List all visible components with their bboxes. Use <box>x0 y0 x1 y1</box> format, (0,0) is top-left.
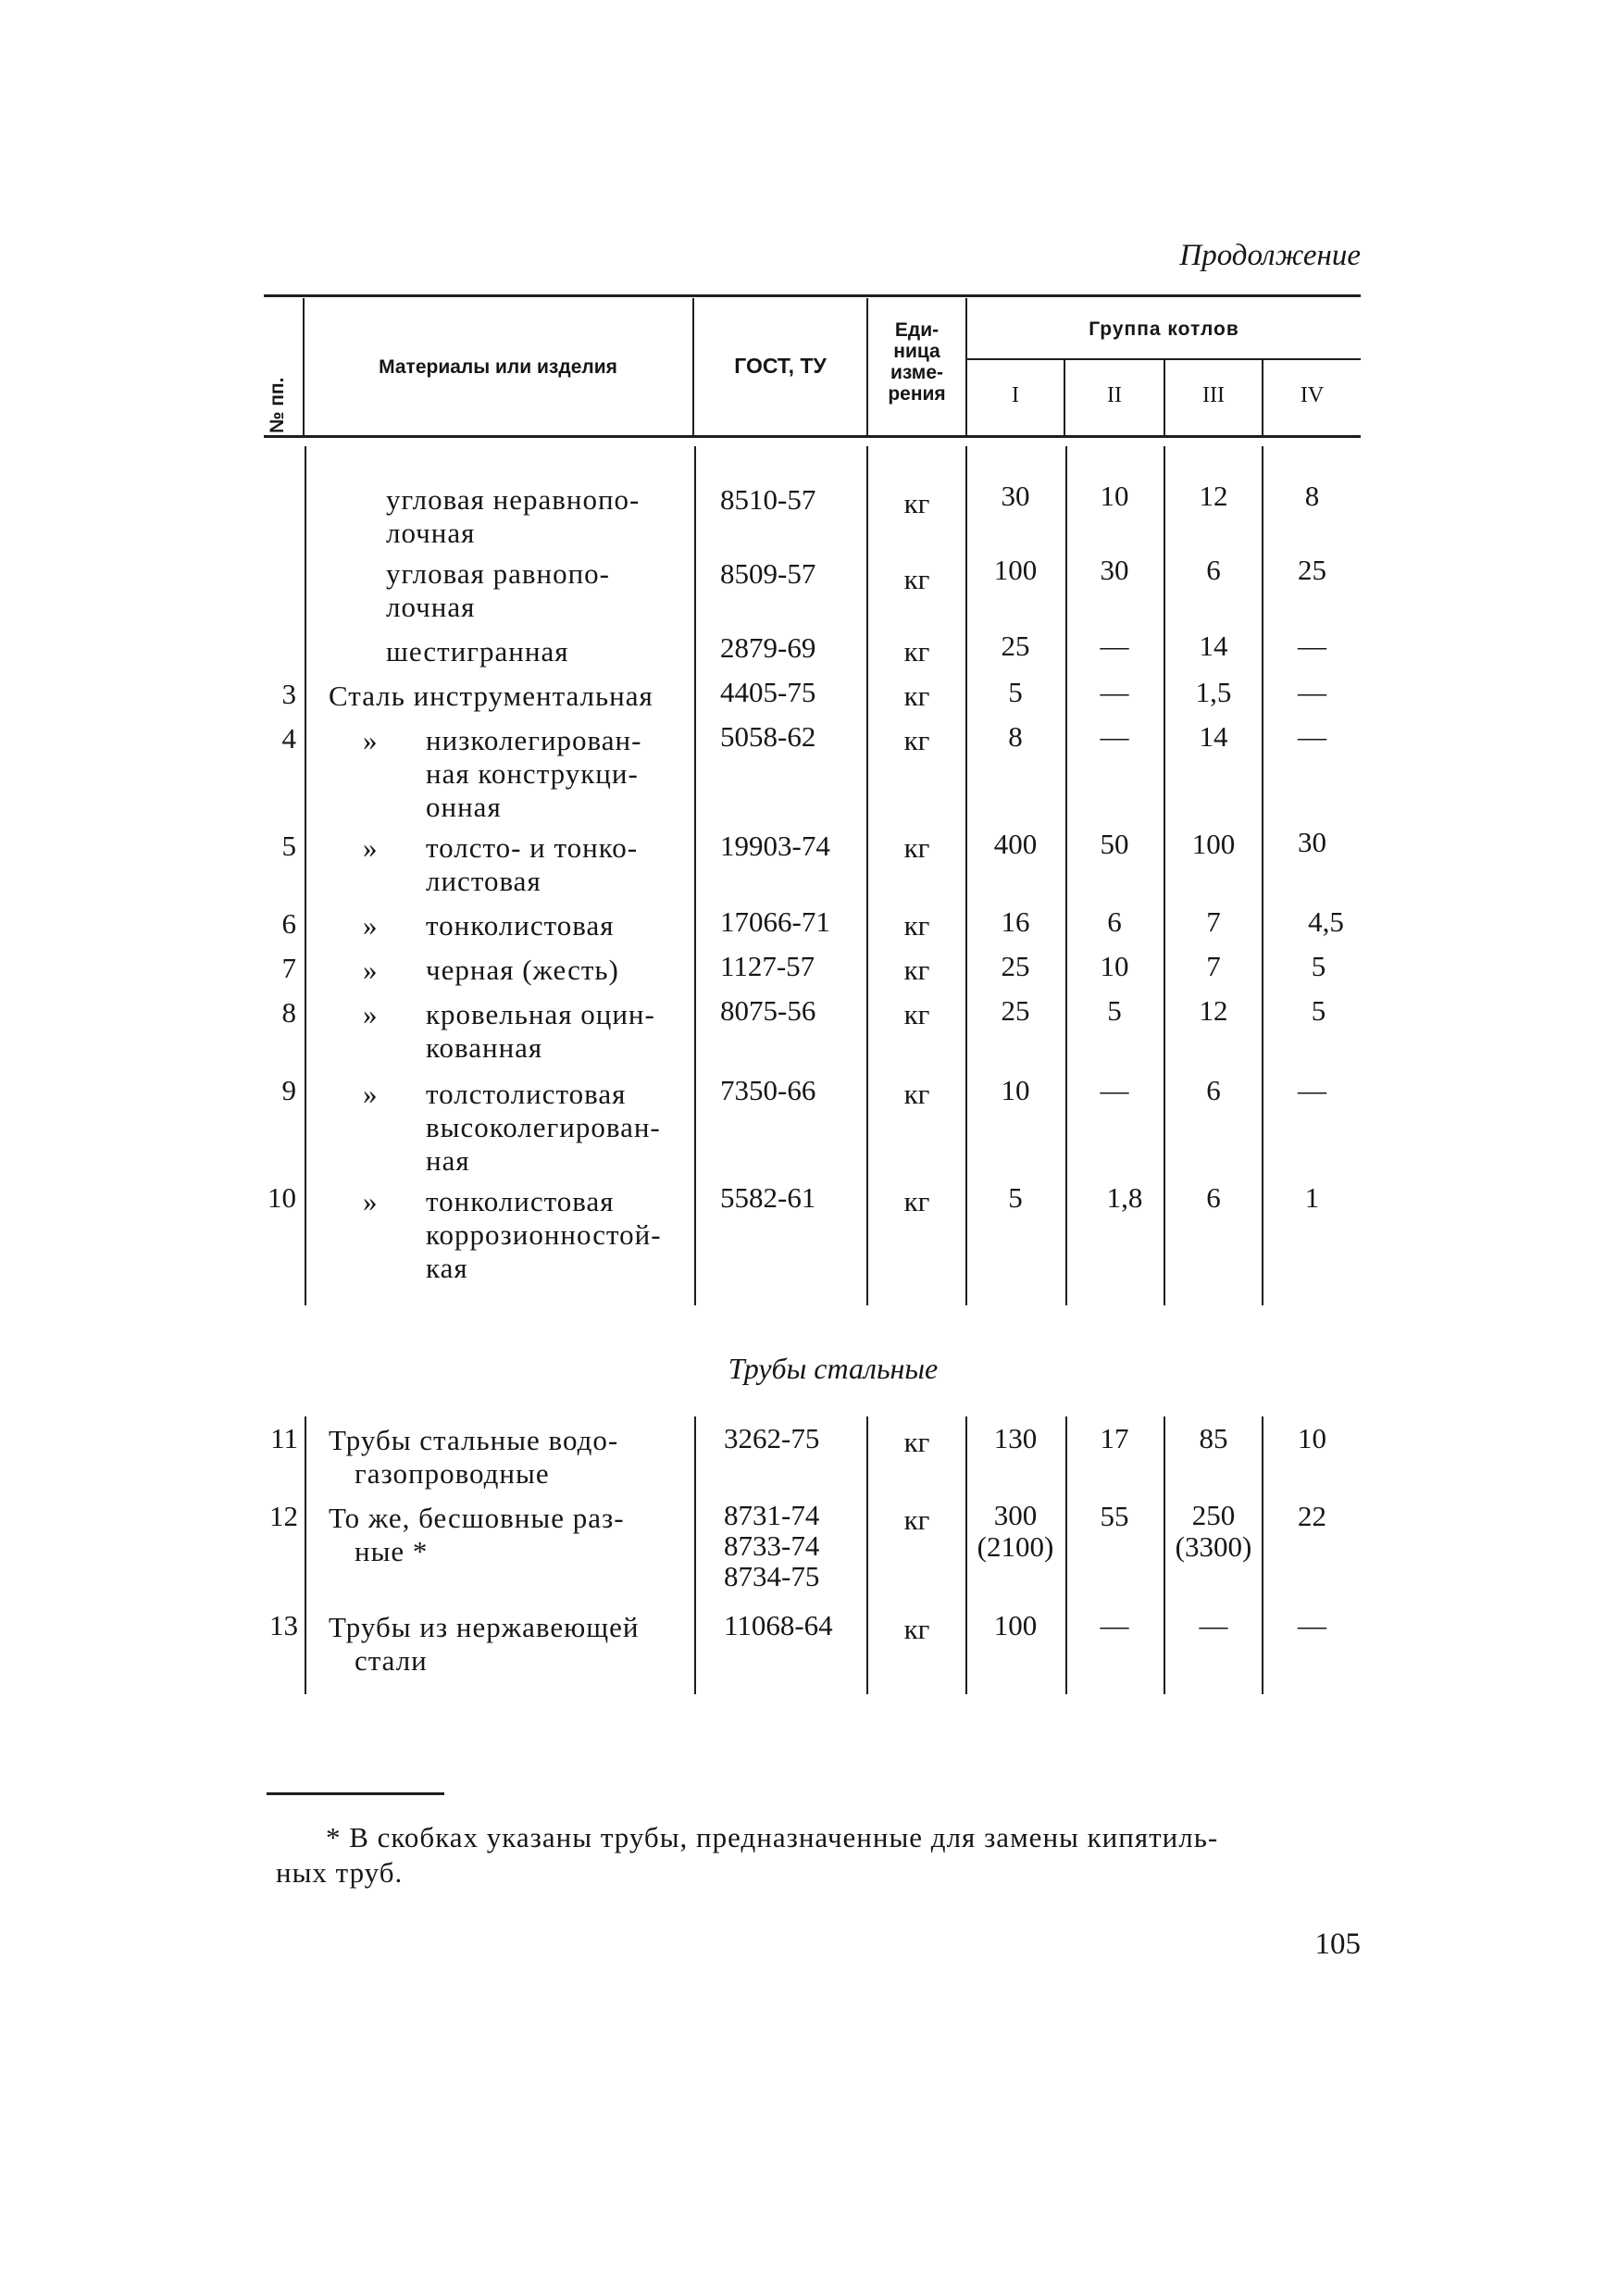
group-iv-cell: 10 <box>1298 1422 1326 1454</box>
ditto-mark: » <box>363 724 378 756</box>
gost-cell: 19903-74 <box>720 830 830 862</box>
ditto-mark: » <box>363 998 378 1030</box>
material-line-1: Трубы из нержавеющей <box>329 1611 640 1643</box>
group-iii-cell: 12 <box>1199 994 1228 1027</box>
gost-cell: 8075-56 <box>720 994 816 1027</box>
group-iii-cell: — <box>1199 1609 1228 1641</box>
unit-cell: кг <box>903 1504 930 1536</box>
group-iv-cell: — <box>1298 1609 1326 1641</box>
group-iii-cell: 14 <box>1199 720 1228 753</box>
gost-cell: 17066-71 <box>720 905 830 938</box>
body2-divider-7 <box>1262 1416 1263 1694</box>
group-ii-cell: 55 <box>1100 1500 1129 1532</box>
gost-cell: 8510-57 <box>720 483 816 516</box>
group-ii-cell: 50 <box>1100 828 1129 860</box>
row-number: 5 <box>281 830 296 862</box>
row-number: 7 <box>281 952 296 984</box>
header-unit-line-1: Еди- <box>894 319 940 341</box>
row-number: 3 <box>281 678 296 710</box>
material-line-1: шестигранная <box>386 635 569 668</box>
material-line-3: онная <box>426 791 502 823</box>
group-ii-cell: 1,8 <box>1106 1181 1143 1214</box>
material-line-1: толстолистовая <box>426 1078 627 1110</box>
group-ii-cell: — <box>1100 720 1129 753</box>
continuation-label: Продолжение <box>1179 239 1361 272</box>
header-unit <box>868 319 965 405</box>
unit-cell: кг <box>903 998 930 1030</box>
unit-cell: кг <box>903 680 930 712</box>
material-line-2: газопроводные <box>355 1457 550 1490</box>
group-iii-cell: 85 <box>1199 1422 1228 1454</box>
group-i-cell: 130 <box>993 1422 1038 1454</box>
gost-cell <box>724 1500 819 1591</box>
material-line-1: Трубы стальные водо- <box>329 1424 619 1456</box>
body-divider-1 <box>305 446 306 1305</box>
header-group: Группа котлов <box>1089 318 1239 340</box>
material-line-2: коррозионностой- <box>426 1218 662 1251</box>
material-line-3: кая <box>426 1252 468 1284</box>
unit-cell: кг <box>903 1613 930 1645</box>
row-number: 4 <box>281 722 296 755</box>
group-i-cell: 25 <box>1001 950 1030 982</box>
group-iv-cell: — <box>1298 1074 1326 1106</box>
header-gost: ГОСТ, ТУ <box>734 354 827 378</box>
row-number: 10 <box>268 1181 296 1214</box>
material-cell <box>329 1502 625 1568</box>
group-iv-cell: 22 <box>1298 1500 1326 1532</box>
group-ii-cell: 10 <box>1100 480 1129 512</box>
group-ii-cell: 10 <box>1100 950 1129 982</box>
body2-divider-1 <box>305 1416 306 1694</box>
group-iv-cell: 25 <box>1298 554 1326 586</box>
body2-divider-2 <box>694 1416 696 1694</box>
group-iv-cell: — <box>1298 630 1326 662</box>
header-material: Материалы или изделия <box>379 356 617 378</box>
material-line-2: лочная <box>386 591 476 623</box>
footnote-rule <box>267 1792 444 1795</box>
material-line-2: стали <box>355 1644 428 1677</box>
group-iii-cell: 14 <box>1199 630 1228 662</box>
header-unit-line-3: изме- <box>890 362 944 383</box>
material-cell <box>426 909 615 942</box>
material-cell <box>426 998 655 1065</box>
group-iv-cell: 5 <box>1311 994 1326 1027</box>
group-iii-cell: 7 <box>1206 950 1221 982</box>
group-iv-cell: — <box>1298 720 1326 753</box>
group-ii-cell: — <box>1100 630 1129 662</box>
group-iii-cell: 7 <box>1206 905 1221 938</box>
unit-cell: кг <box>903 831 930 864</box>
group-i-cell: 30 <box>1001 480 1030 512</box>
gost-cell: 11068-64 <box>724 1609 833 1641</box>
table-top-rule <box>264 294 1361 297</box>
group-iv-cell: 8 <box>1304 480 1320 512</box>
unit-cell: кг <box>903 635 930 668</box>
row-number: 11 <box>270 1422 298 1454</box>
group-i-cell: 400 <box>993 828 1038 860</box>
group-i-cell: 100 <box>993 1609 1038 1641</box>
material-line-1: тонколистовая <box>426 1185 615 1217</box>
group-ii-cell: — <box>1100 1074 1129 1106</box>
unit-cell: кг <box>903 909 930 942</box>
gost-cell: 4405-75 <box>720 676 816 708</box>
group-i-cell: 25 <box>1001 630 1030 662</box>
material-cell <box>386 557 610 624</box>
group-iii-cell: 12 <box>1199 480 1228 512</box>
page-number: 105 <box>1314 1928 1361 1961</box>
group-iii-cell: 6 <box>1206 1181 1221 1214</box>
material-cell <box>329 1424 618 1491</box>
group-iii-cell <box>1165 1500 1262 1563</box>
footnote-line-1: * В скобках указаны трубы, предназначенные для замены кипятиль- <box>326 1821 1219 1853</box>
header-unit-line-2: ница <box>893 341 940 362</box>
material-cell <box>386 635 568 668</box>
gost-cell: 8509-57 <box>720 557 816 590</box>
material-cell <box>426 954 619 987</box>
gost-cell: 7350-66 <box>720 1074 816 1106</box>
material-line-1: тонколистовая <box>426 909 615 942</box>
group-i-cell: 8 <box>1008 720 1023 753</box>
group-iv-cell: 5 <box>1311 950 1326 982</box>
footnote <box>278 1820 1361 1890</box>
header-group-ii: II <box>1107 383 1122 407</box>
material-line-2: высоколегирован- <box>426 1111 661 1143</box>
group-ii-cell: — <box>1100 1609 1129 1641</box>
group-i-value: 300 <box>993 1499 1038 1531</box>
header-divider-1 <box>303 298 305 435</box>
header-group-i: I <box>1012 383 1019 407</box>
group-ii-cell: 30 <box>1100 554 1129 586</box>
material-line-2: листовая <box>426 865 541 897</box>
material-line-1: угловая равнопо- <box>386 557 611 590</box>
unit-cell: кг <box>903 563 930 595</box>
gost-line-2: 8733-74 <box>724 1529 820 1562</box>
footnote-line-2: ных труб. <box>276 1856 404 1889</box>
unit-cell: кг <box>903 954 930 986</box>
gost-cell: 5058-62 <box>720 720 816 753</box>
material-line-1: низколегирован- <box>426 724 642 756</box>
group-iv-cell: — <box>1298 676 1326 708</box>
unit-cell: кг <box>903 1078 930 1110</box>
group-ii-cell: 17 <box>1100 1422 1129 1454</box>
gost-cell: 2879-69 <box>720 631 816 664</box>
group-iii-bracket-value: (3300) <box>1175 1530 1252 1563</box>
row-number: 13 <box>269 1609 298 1641</box>
material-cell <box>426 1078 661 1178</box>
unit-cell: кг <box>903 724 930 756</box>
header-num: № пп. <box>267 377 288 433</box>
ditto-mark: » <box>363 1185 378 1217</box>
group-i-cell: 5 <box>1008 1181 1023 1214</box>
header-unit-line-4: рения <box>888 383 946 405</box>
group-i-cell: 25 <box>1001 994 1030 1027</box>
group-iv-cell: 30 <box>1298 826 1326 858</box>
material-line-3: ная <box>426 1144 470 1177</box>
gost-cell: 5582-61 <box>720 1181 816 1214</box>
ditto-mark: » <box>363 909 378 942</box>
row-number: 9 <box>281 1074 296 1106</box>
unit-cell: кг <box>903 1426 930 1458</box>
group-i-cell: 16 <box>1001 905 1030 938</box>
gost-line-3: 8734-75 <box>724 1560 820 1592</box>
group-i-cell: 10 <box>1001 1074 1030 1106</box>
gost-line-1: 8731-74 <box>724 1499 820 1531</box>
material-line-2: лочная <box>386 517 476 549</box>
header-bottom-rule <box>264 435 1361 438</box>
unit-cell: кг <box>903 487 930 519</box>
material-cell <box>329 1611 640 1678</box>
group-iii-cell: 6 <box>1206 554 1221 586</box>
material-line-1: угловая неравнопо- <box>386 483 641 516</box>
group-ii-cell: 6 <box>1107 905 1122 938</box>
gost-cell: 3262-75 <box>724 1422 820 1454</box>
material-cell <box>329 680 653 713</box>
row-number: 6 <box>281 907 296 940</box>
group-ii-cell: — <box>1100 676 1129 708</box>
material-line-1: кровельная оцин- <box>426 998 655 1030</box>
gost-cell: 1127-57 <box>720 950 815 982</box>
group-iv-cell: 4,5 <box>1308 905 1344 938</box>
row-number: 12 <box>269 1500 298 1532</box>
material-cell <box>386 483 640 550</box>
body-divider-2 <box>694 446 696 1305</box>
ditto-mark: » <box>363 831 378 864</box>
material-line-2: кованная <box>426 1031 543 1064</box>
group-ii-cell: 5 <box>1107 994 1122 1027</box>
unit-cell: кг <box>903 1185 930 1217</box>
group-iii-cell: 6 <box>1206 1074 1221 1106</box>
group-iii-cell: 1,5 <box>1195 676 1232 708</box>
ditto-mark: » <box>363 954 378 986</box>
material-line-2: ная конструкци- <box>426 757 639 790</box>
material-line-1: толсто- и тонко- <box>426 831 639 864</box>
ditto-mark: » <box>363 1078 378 1110</box>
group-iv-cell: 1 <box>1304 1181 1320 1214</box>
material-line-2: ные * <box>355 1535 429 1567</box>
material-cell <box>426 1185 662 1285</box>
group-i-cell <box>967 1500 1064 1563</box>
material-cell <box>426 724 641 824</box>
row-number: 8 <box>281 996 296 1029</box>
body2-divider-5 <box>1065 1416 1067 1694</box>
material-line-1: черная (жесть) <box>426 954 619 986</box>
group-iii-value: 250 <box>1191 1499 1236 1531</box>
section-title: Трубы стальные <box>728 1352 939 1385</box>
group-i-cell: 100 <box>993 554 1038 586</box>
header-group-iv: IV <box>1300 383 1325 407</box>
group-i-cell: 5 <box>1008 676 1023 708</box>
material-cell <box>426 831 638 898</box>
material-line-1: То же, бесшовные раз- <box>329 1502 625 1534</box>
material-line-1: Сталь инструментальная <box>329 680 653 712</box>
group-i-bracket-value: (2100) <box>977 1530 1054 1563</box>
header-group-iii: III <box>1202 383 1225 407</box>
group-iii-cell: 100 <box>1191 828 1236 860</box>
